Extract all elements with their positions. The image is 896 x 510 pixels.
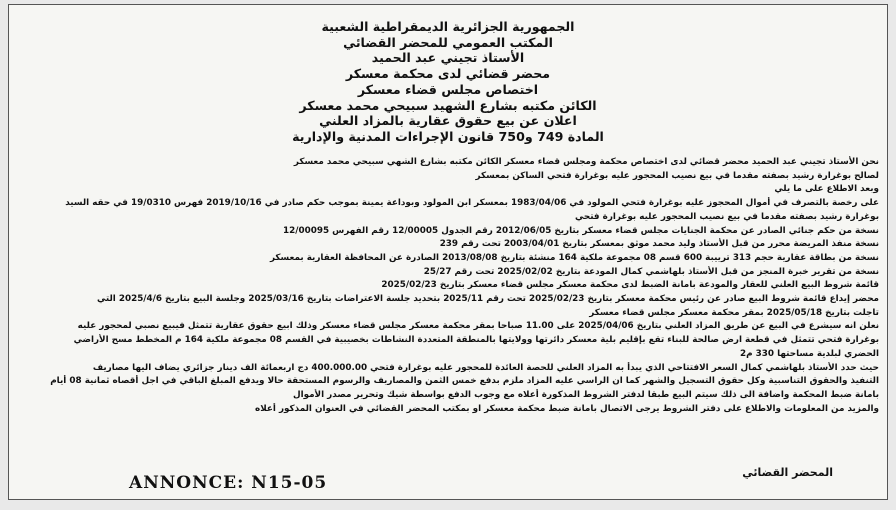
annonce-number: ANNONCE: N15-05: [129, 473, 328, 493]
body-line: بوغرارة رشيد بصفته مقدما في بيع نصيب المحجور عليه بوغرارة فتحي: [574, 211, 879, 222]
header-court: محضر قضائي لدى محكمة معسكر: [345, 66, 551, 82]
body-line: بوغرارة فتحي تتمثل في قطعة ارض صالحة للبناء تقع بإقليم بلية معسكر دائرتها وولايتها بالمنطقة المتعددة النشاطات بخصيبية في القسم 08 مجموعة ملكية 164 م المخطط مسح الأراضي: [73, 335, 879, 346]
body-line: نعلن انه سيشرع في البيع عن طريق المزاد العلني بتاريخ 2025/04/06 على 11.00 صباحا بمقر محكمة معسكر مجلس قضاء معسكر وذلك ابيع حقوق عقارية تتمثل فيبيع نصبي لمحجور عليه: [77, 321, 879, 332]
body-line: محضر إيداع قائمة شروط البيع صادر عن رئيس محكمة معسكر بتاريخ 2025/02/23 تحت رقم 2025/11 بتحديد جلسة الاعتراضات بتاريخ 2025/03/16 وجلسة البيع بتاريخ 2025/4/6 التي: [96, 294, 879, 305]
body-line: نسخة منفذ المريضة محرر من قبل الأستاذ وليد محمد موثق بمعسكر بتاريخ 2003/04/01 تحت رقم 239: [439, 239, 879, 250]
body-line: وبعد الاطلاع على ما يلي: [774, 184, 879, 195]
body-line: حيث حدد الأستاذ بلهاشمي كمال السعر الافتتاحي الذي يبدأ به المزاد العلني للحصة العائدة للمحجور عليه بوغرارة فتحي 400.000.00 دج اربعمائة الف دينار جزائري يضاف اليها مصاريف: [92, 362, 879, 373]
notice-header: [9, 19, 887, 145]
body-line: على رخصة بالتصرف في أموال المحجوز عليه بوغرارة فتحي المولود في 1983/04/06 بمعسكر ابن المولود وبوداعة يمينة بموجب حكم صادر في 2019/10/16 فهرس 19/0310 في حقه السيد: [65, 198, 879, 209]
body-line: لصالح بوغرارة رشيد بصفته مقدما في بيع نصيب المحجور عليه بوغرارة فتحي الساكن بمعسكر: [475, 170, 879, 181]
header-legal-articles: المادة 749 و750 قانون الإجراءات المدنية والإدارية: [292, 128, 604, 144]
body-line: نحن الأستاذ تجيني عبد الحميد محضر قضائي لدى اختصاص محكمة ومجلس قضاء معسكر الكائن مكتبه بشارع الشهي سبيحي محمد معسكر: [293, 157, 879, 167]
header-address: الكائن مكتبه بشارع الشهيد سبيحي محمد معسكر: [299, 97, 597, 113]
body-line: التنفيذ والحقوق التناسبية وكل حقوق التسجيل والشهر كما ان الراسي عليه المزاد ملزم بدفع خمس الثمن والمصاريف والرسوم المستحقة حالا ويدفع المبلغ الباقي في اجل أقصاه ثمانية 08 أيام: [50, 376, 879, 387]
signature-label: المحضر القضائي: [742, 466, 833, 479]
header-bailiff-name: الأستاذ تجيني عبد الحميد: [371, 50, 525, 66]
header-notice-title: اعلان عن بيع حقوق عقارية بالمزاد العلني: [319, 113, 577, 129]
body-line: نسخة من بطاقة عقارية حجم 313 ترييبة 600 قسم 08 مجموعة ملكية 164 منشئة بتاريخ 2013/08/08 الصادرة عن المحافظة العقارية بمعسكر: [269, 252, 879, 263]
body-line: قائمة شروط البيع العلني للعقار والمودعة بامانة الضبط لدى محكمة معسكر مجلس قضاء معسكر بتاريخ 2025/02/23: [381, 280, 879, 291]
header-office: المكتب العمومي للمحضر القضائي: [343, 34, 553, 50]
header-jurisdiction: اختصاص مجلس قضاء معسكر: [357, 81, 539, 97]
body-line: نسخة من حكم جنائي الصادر عن محكمة الجنايات مجلس قضاء معسكر بتاريخ 2012/06/05 رقم الجدول 12/00005 رقم الفهرس 12/00095: [283, 225, 879, 236]
body-line: والمزيد من المعلومات والاطلاع على دفتر الشروط يرجى الاتصال بامانة ضبط محكمة معسكر او بمكتب المحضر القضائي في العنوان المذكور أعلاه: [255, 403, 879, 414]
legal-notice: [8, 4, 888, 500]
body-line: نسخة من تقرير خبرة المنجز من قبل الأستاذ بلهاشمي كمال المودعة بتاريخ 2025/02/02 تحت رقم 25/27: [423, 266, 879, 277]
body-line: الحضري لبلدية مساحتها 330 م2: [739, 348, 879, 359]
header-country: الجمهورية الجزائرية الديمقراطية الشعبية: [321, 19, 575, 34]
body-line: تاجلت بتاريخ 2025/05/18 بمقر محكمة معسكر مجلس قضاء معسكر: [589, 307, 879, 318]
notice-body: [17, 156, 879, 416]
body-line: بامانة ضبط المحكمة واضافة الى ذلك سيتم البيع طبقا لدفتر الشروط المذكورة أعلاه مع وجوب الدفع بواسطة شيك وتحرير مصدر الأموال: [292, 389, 879, 400]
